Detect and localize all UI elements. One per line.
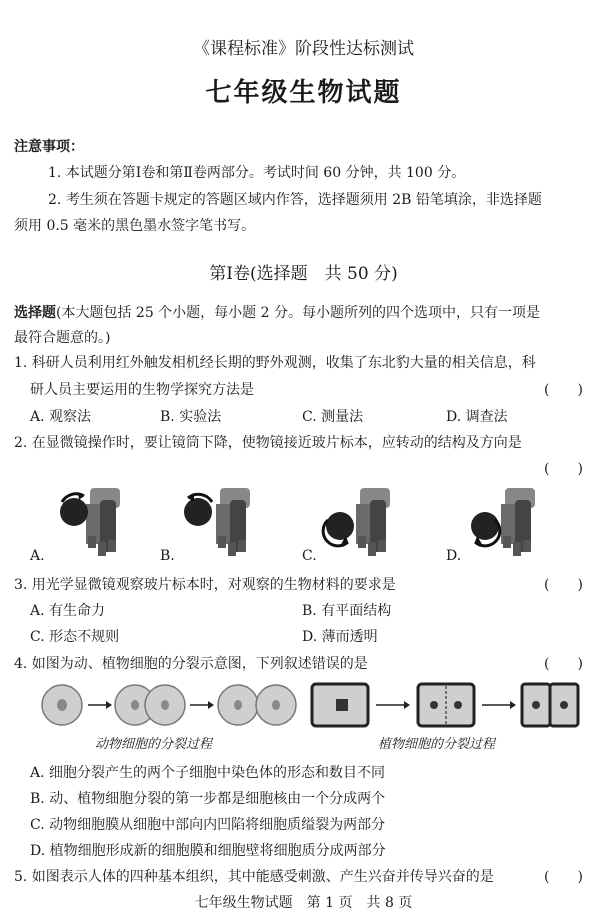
page-footer: 七年级生物试题 第 1 页 共 8 页 [194,895,413,911]
q4-option-d[interactable]: D. 植物细胞形成新的细胞膜和细胞壁将细胞质分成两部分 [30,843,386,859]
microscope-figure-b [170,480,260,565]
page-title: 七年级生物试题 [205,78,402,108]
q1-answer-blank[interactable]: ( ) [544,382,583,398]
microscope-figure-d [455,480,545,565]
plant-cell-division-diagram [310,680,580,730]
q2-stem-line1: 2. 在显微镜操作时，要让镜筒下降，使物镜接近玻片标本，应转动的结构及方向是 [14,435,522,451]
q1-option-d[interactable]: D. 调查法 [446,409,508,425]
q5-stem-line1: 5. 如图表示人体的四种基本组织，其中能感受刺激、产生兴奋并传导兴奋的是 [14,869,494,885]
note-item-2-line1: 2. 考生须在答题卡规定的答题区域内作答，选择题须用 2B 铅笔填涂，非选择题 [48,192,542,208]
q4-option-a[interactable]: A. 细胞分裂产生的两个子细胞中染色体的形态和数目不同 [30,765,386,781]
q1-option-b[interactable]: B. 实验法 [160,409,222,425]
q3-stem-line1: 3. 用光学显微镜观察玻片标本时，对观察的生物材料的要求是 [14,577,396,593]
microscope-figure-a [40,480,130,565]
section-intro-label: 选择题 [14,305,56,321]
q4-answer-blank[interactable]: ( ) [544,656,583,672]
notes-heading: 注意事项： [14,139,84,155]
q1-option-a[interactable]: A. 观察法 [30,409,92,425]
section-intro-line2: 最符合题意的。) [14,330,111,346]
q3-option-d[interactable]: D. 薄而透明 [302,629,378,645]
q3-answer-blank[interactable]: ( ) [544,577,583,593]
exam-subtitle: 《课程标准》阶段性达标测试 [193,39,414,59]
q2-option-c[interactable]: C. [302,548,317,564]
q1-stem-line2: 研人员主要运用的生物学探究方法是 [30,382,254,398]
q3-option-b[interactable]: B. 有平面结构 [302,603,392,619]
q2-option-a[interactable]: A. [30,548,45,564]
q5-answer-blank[interactable]: ( ) [544,869,583,885]
note-item-1: 1. 本试题分第Ⅰ卷和第Ⅱ卷两部分。考试时间 60 分钟，共 100 分。 [48,165,466,181]
q1-option-c[interactable]: C. 测量法 [302,409,364,425]
q2-option-b[interactable]: B. [160,548,175,564]
q4-option-b[interactable]: B. 动、植物细胞分裂的第一步都是细胞核由一个分成两个 [30,791,386,807]
q4-stem-line1: 4. 如图为动、植物细胞的分裂示意图，下列叙述错误的是 [14,656,368,672]
section-intro-text: (本大题包括 25 个小题，每小题 2 分。每小题所列的四个选项中，只有一项是 [56,305,540,321]
q3-option-c[interactable]: C. 形态不规则 [30,629,120,645]
section-heading: 第Ⅰ卷(选择题 共 50 分) [209,264,398,284]
microscope-figure-c [310,480,400,565]
q1-stem-line1: 1. 科研人员利用红外触发相机经长期的野外观测，收集了东北豹大量的相关信息，科 [14,355,536,371]
q3-option-a[interactable]: A. 有生命力 [30,603,106,619]
plant-division-caption: 植物细胞的分裂过程 [378,737,496,752]
section-intro-line1 [14,302,540,322]
q2-answer-blank[interactable]: ( ) [544,461,583,477]
animal-division-caption: 动物细胞的分裂过程 [95,737,213,752]
animal-cell-division-diagram [40,680,300,730]
q4-option-c[interactable]: C. 动物细胞膜从细胞中部向内凹陷将细胞质缢裂为两部分 [30,817,386,833]
q2-option-d[interactable]: D. [446,548,462,564]
note-item-2-line2: 须用 0.5 毫米的黑色墨水签字笔书写。 [14,218,256,234]
